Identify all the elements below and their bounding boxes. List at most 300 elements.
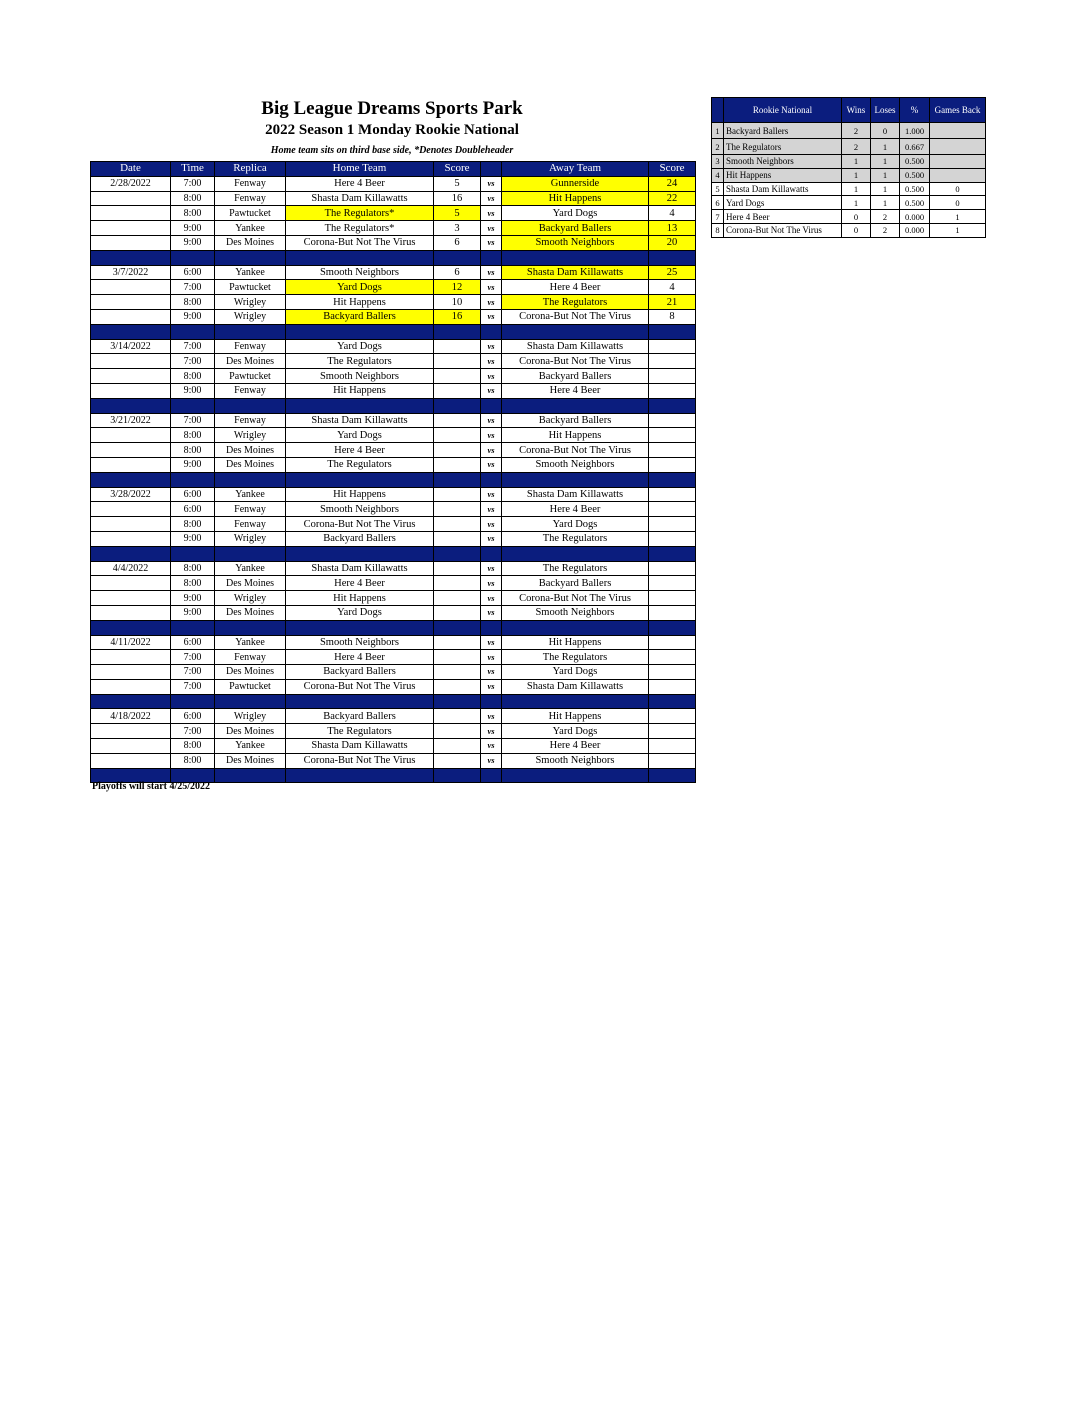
away-score: 4 <box>649 280 696 295</box>
vs-label: vs <box>481 206 502 221</box>
game-date <box>91 295 171 310</box>
away-score <box>649 369 696 384</box>
home-score: 6 <box>434 265 481 280</box>
home-team: Shasta Dam Killawatts <box>286 739 434 754</box>
home-team: Yard Dogs <box>286 280 434 295</box>
home-score: 5 <box>434 206 481 221</box>
table-row <box>91 176 696 191</box>
vs-label: vs <box>481 295 502 310</box>
away-team: Smooth Neighbors <box>502 457 649 472</box>
standings-row <box>712 223 986 237</box>
game-field: Pawtucket <box>215 280 286 295</box>
col-games-back: Games Back <box>930 98 986 123</box>
away-team: Smooth Neighbors <box>502 235 649 250</box>
standings-table <box>711 97 986 238</box>
away-score <box>649 576 696 591</box>
away-team: Smooth Neighbors <box>502 605 649 620</box>
away-team: Yard Dogs <box>502 206 649 221</box>
game-time: 8:00 <box>171 295 215 310</box>
home-score: 3 <box>434 221 481 236</box>
game-date <box>91 679 171 694</box>
game-time: 7:00 <box>171 679 215 694</box>
game-time: 9:00 <box>171 457 215 472</box>
standing-wins: 1 <box>842 155 871 169</box>
game-field: Yankee <box>215 635 286 650</box>
home-team: Backyard Ballers <box>286 531 434 546</box>
standing-pct: 1.000 <box>900 123 930 139</box>
away-team: Corona-But Not The Virus <box>502 443 649 458</box>
vs-label: vs <box>481 665 502 680</box>
standing-wins: 0 <box>842 223 871 237</box>
away-score: 21 <box>649 295 696 310</box>
col-pct: % <box>900 98 930 123</box>
col-home-score: Score <box>434 162 481 177</box>
table-row <box>91 309 696 324</box>
vs-label: vs <box>481 457 502 472</box>
standing-pct: 0.500 <box>900 155 930 169</box>
standing-games-back <box>930 155 986 169</box>
game-field: Des Moines <box>215 665 286 680</box>
game-date <box>91 354 171 369</box>
home-team: Here 4 Beer <box>286 176 434 191</box>
home-score: 16 <box>434 309 481 324</box>
away-score <box>649 753 696 768</box>
home-team: Hit Happens <box>286 487 434 502</box>
vs-label: vs <box>481 369 502 384</box>
table-row <box>91 650 696 665</box>
away-score <box>649 339 696 354</box>
standing-rank: 1 <box>712 123 724 139</box>
standing-team: Yard Dogs <box>724 196 842 210</box>
away-score <box>649 413 696 428</box>
standing-pct: 0.500 <box>900 168 930 182</box>
away-score: 25 <box>649 265 696 280</box>
week-separator <box>91 250 696 265</box>
home-team: Corona-But Not The Virus <box>286 753 434 768</box>
standing-team: Shasta Dam Killawatts <box>724 182 842 196</box>
away-team: Shasta Dam Killawatts <box>502 339 649 354</box>
standing-games-back: 1 <box>930 210 986 224</box>
game-field: Des Moines <box>215 354 286 369</box>
home-score <box>434 679 481 694</box>
game-field: Fenway <box>215 176 286 191</box>
away-score: 22 <box>649 191 696 206</box>
standing-games-back: 0 <box>930 196 986 210</box>
home-team: Backyard Ballers <box>286 665 434 680</box>
game-field: Des Moines <box>215 724 286 739</box>
game-date: 4/11/2022 <box>91 635 171 650</box>
game-date: 2/28/2022 <box>91 176 171 191</box>
home-score <box>434 561 481 576</box>
standing-loses: 0 <box>871 123 900 139</box>
home-team: Smooth Neighbors <box>286 502 434 517</box>
game-date <box>91 502 171 517</box>
table-row <box>91 724 696 739</box>
game-date: 3/21/2022 <box>91 413 171 428</box>
game-time: 6:00 <box>171 709 215 724</box>
table-row <box>91 517 696 532</box>
game-date <box>91 309 171 324</box>
standing-team: Smooth Neighbors <box>724 155 842 169</box>
col-vs <box>481 162 502 177</box>
away-score <box>649 487 696 502</box>
home-score: 6 <box>434 235 481 250</box>
game-time: 9:00 <box>171 605 215 620</box>
vs-label: vs <box>481 576 502 591</box>
game-field: Fenway <box>215 383 286 398</box>
away-team: Backyard Ballers <box>502 221 649 236</box>
away-team: Backyard Ballers <box>502 576 649 591</box>
vs-label: vs <box>481 383 502 398</box>
home-score <box>434 576 481 591</box>
home-team: Hit Happens <box>286 383 434 398</box>
vs-label: vs <box>481 753 502 768</box>
away-score <box>649 561 696 576</box>
away-score <box>649 531 696 546</box>
game-date <box>91 531 171 546</box>
vs-label: vs <box>481 517 502 532</box>
standing-games-back: 1 <box>930 223 986 237</box>
home-team: Yard Dogs <box>286 605 434 620</box>
standings-row <box>712 155 986 169</box>
game-field: Wrigley <box>215 531 286 546</box>
standing-rank: 2 <box>712 139 724 155</box>
home-team: Shasta Dam Killawatts <box>286 413 434 428</box>
away-score <box>649 635 696 650</box>
home-score: 12 <box>434 280 481 295</box>
home-team: The Regulators* <box>286 206 434 221</box>
home-score <box>434 724 481 739</box>
game-date: 3/14/2022 <box>91 339 171 354</box>
game-time: 7:00 <box>171 650 215 665</box>
game-field: Fenway <box>215 650 286 665</box>
table-row <box>91 265 696 280</box>
table-row <box>91 191 696 206</box>
table-row <box>91 502 696 517</box>
vs-label: vs <box>481 531 502 546</box>
col-division: Rookie National <box>724 98 842 123</box>
away-team: Yard Dogs <box>502 724 649 739</box>
home-team: Corona-But Not The Virus <box>286 235 434 250</box>
vs-label: vs <box>481 428 502 443</box>
away-score: 4 <box>649 206 696 221</box>
game-field: Fenway <box>215 413 286 428</box>
home-team: Backyard Ballers <box>286 309 434 324</box>
vs-label: vs <box>481 221 502 236</box>
standing-pct: 0.000 <box>900 223 930 237</box>
table-row <box>91 383 696 398</box>
standing-wins: 2 <box>842 139 871 155</box>
game-time: 8:00 <box>171 428 215 443</box>
home-team: Yard Dogs <box>286 339 434 354</box>
game-time: 7:00 <box>171 354 215 369</box>
standings-row <box>712 168 986 182</box>
home-score: 10 <box>434 295 481 310</box>
table-row <box>91 561 696 576</box>
table-row <box>91 235 696 250</box>
home-score <box>434 739 481 754</box>
home-score <box>434 502 481 517</box>
table-row <box>91 665 696 680</box>
away-team: Corona-But Not The Virus <box>502 309 649 324</box>
standing-loses: 1 <box>871 196 900 210</box>
standing-team: Backyard Ballers <box>724 123 842 139</box>
col-home-team: Home Team <box>286 162 434 177</box>
home-team: The Regulators <box>286 354 434 369</box>
standing-team: Corona-But Not The Virus <box>724 223 842 237</box>
standing-loses: 1 <box>871 168 900 182</box>
standing-rank: 4 <box>712 168 724 182</box>
home-score <box>434 383 481 398</box>
table-row <box>91 487 696 502</box>
vs-label: vs <box>481 413 502 428</box>
away-team: The Regulators <box>502 531 649 546</box>
vs-label: vs <box>481 591 502 606</box>
away-team: The Regulators <box>502 295 649 310</box>
away-score <box>649 679 696 694</box>
away-team: Hit Happens <box>502 709 649 724</box>
home-team: The Regulators <box>286 724 434 739</box>
game-field: Wrigley <box>215 709 286 724</box>
game-date <box>91 650 171 665</box>
game-date <box>91 383 171 398</box>
home-score <box>434 339 481 354</box>
away-score: 8 <box>649 309 696 324</box>
game-time: 9:00 <box>171 235 215 250</box>
home-team-note: Home team sits on third base side, *Denotes Doubleheader <box>270 145 514 156</box>
home-team: Hit Happens <box>286 591 434 606</box>
table-row <box>91 709 696 724</box>
away-score: 24 <box>649 176 696 191</box>
vs-label: vs <box>481 339 502 354</box>
game-date <box>91 206 171 221</box>
home-score <box>434 591 481 606</box>
standing-pct: 0.667 <box>900 139 930 155</box>
away-team: Shasta Dam Killawatts <box>502 679 649 694</box>
away-team: Gunnerside <box>502 176 649 191</box>
schedule-table <box>90 161 696 783</box>
game-date <box>91 739 171 754</box>
home-score <box>434 443 481 458</box>
game-field: Des Moines <box>215 576 286 591</box>
away-score <box>649 502 696 517</box>
vs-label: vs <box>481 502 502 517</box>
game-date <box>91 753 171 768</box>
away-team: Here 4 Beer <box>502 739 649 754</box>
game-field: Wrigley <box>215 295 286 310</box>
away-score <box>649 517 696 532</box>
vs-label: vs <box>481 191 502 206</box>
away-score <box>649 605 696 620</box>
table-row <box>91 591 696 606</box>
home-score <box>434 635 481 650</box>
week-separator <box>91 398 696 413</box>
game-field: Pawtucket <box>215 369 286 384</box>
week-separator <box>91 472 696 487</box>
game-time: 8:00 <box>171 206 215 221</box>
away-score <box>649 428 696 443</box>
game-field: Des Moines <box>215 605 286 620</box>
vs-label: vs <box>481 679 502 694</box>
game-time: 9:00 <box>171 591 215 606</box>
table-row <box>91 576 696 591</box>
game-time: 6:00 <box>171 635 215 650</box>
week-separator <box>91 546 696 561</box>
standings-row <box>712 196 986 210</box>
vs-label: vs <box>481 605 502 620</box>
home-score <box>434 457 481 472</box>
vs-label: vs <box>481 487 502 502</box>
game-time: 6:00 <box>171 265 215 280</box>
game-time: 8:00 <box>171 443 215 458</box>
game-date <box>91 428 171 443</box>
game-date <box>91 221 171 236</box>
game-date: 3/28/2022 <box>91 487 171 502</box>
table-row <box>91 753 696 768</box>
standing-games-back: 0 <box>930 182 986 196</box>
standing-games-back <box>930 168 986 182</box>
standings-row <box>712 182 986 196</box>
standing-team: Hit Happens <box>724 168 842 182</box>
table-row <box>91 531 696 546</box>
game-date <box>91 605 171 620</box>
game-time: 7:00 <box>171 413 215 428</box>
standing-loses: 1 <box>871 139 900 155</box>
home-score <box>434 709 481 724</box>
game-field: Des Moines <box>215 753 286 768</box>
table-row <box>91 206 696 221</box>
game-time: 8:00 <box>171 561 215 576</box>
vs-label: vs <box>481 650 502 665</box>
vs-label: vs <box>481 635 502 650</box>
vs-label: vs <box>481 724 502 739</box>
table-row <box>91 457 696 472</box>
home-score <box>434 665 481 680</box>
away-score <box>649 650 696 665</box>
away-team: Hit Happens <box>502 191 649 206</box>
col-wins: Wins <box>842 98 871 123</box>
game-date <box>91 665 171 680</box>
vs-label: vs <box>481 561 502 576</box>
standings-row <box>712 123 986 139</box>
game-field: Des Moines <box>215 443 286 458</box>
vs-label: vs <box>481 265 502 280</box>
table-row <box>91 739 696 754</box>
game-time: 8:00 <box>171 191 215 206</box>
table-row <box>91 413 696 428</box>
game-date <box>91 724 171 739</box>
away-team: The Regulators <box>502 561 649 576</box>
home-team: Corona-But Not The Virus <box>286 679 434 694</box>
home-score <box>434 369 481 384</box>
game-date <box>91 517 171 532</box>
home-score <box>434 413 481 428</box>
week-separator <box>91 620 696 635</box>
home-team: Here 4 Beer <box>286 443 434 458</box>
game-date <box>91 443 171 458</box>
col-time: Time <box>171 162 215 177</box>
vs-label: vs <box>481 709 502 724</box>
game-field: Fenway <box>215 339 286 354</box>
game-field: Wrigley <box>215 591 286 606</box>
standing-rank: 8 <box>712 223 724 237</box>
game-field: Wrigley <box>215 309 286 324</box>
standing-loses: 2 <box>871 210 900 224</box>
home-score <box>434 650 481 665</box>
game-date <box>91 280 171 295</box>
standing-team: Here 4 Beer <box>724 210 842 224</box>
home-team: Shasta Dam Killawatts <box>286 191 434 206</box>
home-team: Smooth Neighbors <box>286 265 434 280</box>
game-time: 6:00 <box>171 487 215 502</box>
standing-games-back <box>930 139 986 155</box>
page-title: Big League Dreams Sports Park <box>261 98 523 119</box>
game-time: 8:00 <box>171 739 215 754</box>
home-team: Smooth Neighbors <box>286 635 434 650</box>
home-score: 16 <box>434 191 481 206</box>
away-score <box>649 739 696 754</box>
game-time: 7:00 <box>171 724 215 739</box>
away-team: The Regulators <box>502 650 649 665</box>
game-field: Yankee <box>215 265 286 280</box>
game-field: Des Moines <box>215 457 286 472</box>
game-field: Yankee <box>215 561 286 576</box>
home-team: Shasta Dam Killawatts <box>286 561 434 576</box>
col-date: Date <box>91 162 171 177</box>
standing-wins: 1 <box>842 182 871 196</box>
away-team: Yard Dogs <box>502 517 649 532</box>
standings-row <box>712 210 986 224</box>
standing-loses: 1 <box>871 182 900 196</box>
game-time: 9:00 <box>171 531 215 546</box>
away-team: Hit Happens <box>502 635 649 650</box>
vs-label: vs <box>481 739 502 754</box>
away-team: Backyard Ballers <box>502 369 649 384</box>
game-date <box>91 457 171 472</box>
away-team: Shasta Dam Killawatts <box>502 487 649 502</box>
week-separator <box>91 324 696 339</box>
vs-label: vs <box>481 443 502 458</box>
away-score <box>649 457 696 472</box>
away-team: Here 4 Beer <box>502 280 649 295</box>
home-score: 5 <box>434 176 481 191</box>
game-time: 8:00 <box>171 369 215 384</box>
standings-header-row <box>712 98 986 123</box>
game-field: Yankee <box>215 487 286 502</box>
game-field: Yankee <box>215 739 286 754</box>
standings-row <box>712 139 986 155</box>
away-score: 20 <box>649 235 696 250</box>
game-date: 4/18/2022 <box>91 709 171 724</box>
game-time: 7:00 <box>171 339 215 354</box>
away-team: Backyard Ballers <box>502 413 649 428</box>
col-replica: Replica <box>215 162 286 177</box>
standing-rank: 5 <box>712 182 724 196</box>
table-row <box>91 280 696 295</box>
away-team: Here 4 Beer <box>502 502 649 517</box>
game-time: 7:00 <box>171 280 215 295</box>
game-date <box>91 369 171 384</box>
home-team: Yard Dogs <box>286 428 434 443</box>
standing-loses: 1 <box>871 155 900 169</box>
vs-label: vs <box>481 280 502 295</box>
table-row <box>91 635 696 650</box>
home-score <box>434 531 481 546</box>
home-score <box>434 487 481 502</box>
game-time: 7:00 <box>171 176 215 191</box>
table-row <box>91 428 696 443</box>
away-team: Shasta Dam Killawatts <box>502 265 649 280</box>
